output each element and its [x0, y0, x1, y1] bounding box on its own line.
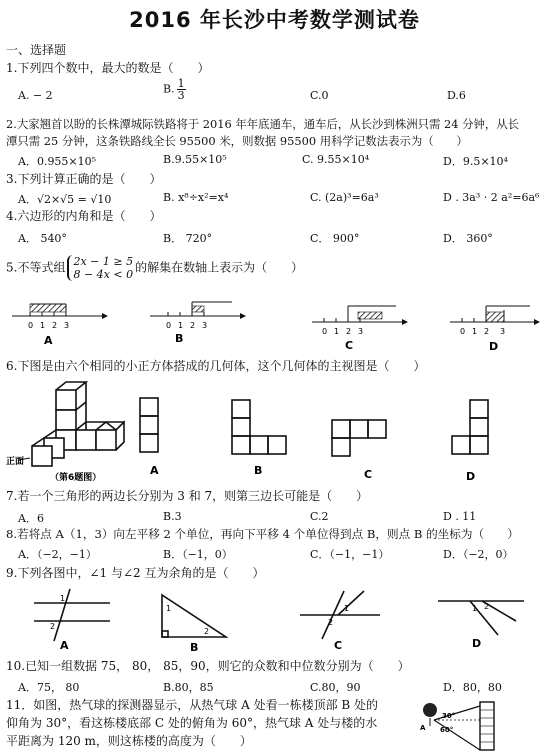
tick-label: 3	[358, 327, 364, 336]
view-option-a	[140, 398, 158, 452]
option-b-fraction	[177, 78, 186, 101]
question-3-option-d: D . 3a³ · 2 a²=6a⁶	[443, 191, 540, 204]
inequality-system	[67, 255, 133, 281]
question-10-option-a: A．75， 80	[18, 681, 80, 694]
question-3-text: 3.下列计算正确的是（ ）	[6, 172, 162, 186]
question-10-option-c: C.80，90	[310, 681, 361, 694]
angle-label-2: 2	[484, 602, 490, 611]
question-4-option-d: D． 360°	[443, 232, 493, 245]
question-11-text-line3: 平距离为 120 m，则这栋楼的高度为（ ）	[6, 734, 252, 748]
question-11-text-line2: 仰角为 30°，看这栋楼底部 C 处的俯角为 60°，热气球 A 处与楼的水	[6, 716, 378, 730]
tick-label: 1	[472, 327, 478, 336]
question-2-text-line1: 2.大家翘首以盼的长株潭城际铁路将于 2016 年年底通车，通车后，从长沙到株洲只需 24 分钟，从长	[6, 117, 520, 131]
figure-label-c: C	[334, 639, 343, 652]
number-line-c	[312, 306, 408, 352]
number-line-figures	[0, 292, 549, 352]
question-4-option-a: A． 540°	[18, 232, 67, 245]
question-4-text: 4.六边形的内角和是（ ）	[6, 209, 162, 223]
question-8-option-a: A．（−2，−1）	[18, 548, 97, 561]
inequality-2: 8 − 4x < 0	[73, 268, 134, 281]
angle-label-1: 1	[166, 604, 172, 613]
figure-label-b: B	[175, 332, 184, 345]
tick-label: 3	[500, 327, 506, 336]
question-10-option-d: D．80，80	[443, 681, 502, 694]
angle-label-30: 30°	[442, 712, 456, 720]
angle-figures	[0, 585, 549, 653]
question-10-text: 10.已知一组数据 75， 80， 85，90，则它的众数和中位数分别为（ ）	[6, 659, 410, 673]
question-8-option-d: D．（−2，0）	[443, 548, 514, 561]
number-line-d	[450, 306, 540, 352]
figure-label-b: B	[190, 641, 199, 653]
view-option-b	[232, 400, 286, 454]
angle-figure-a	[34, 589, 110, 641]
question-1-option-b	[163, 78, 186, 101]
figure-label-a: A	[44, 334, 53, 347]
angle-label-2: 2	[204, 627, 210, 636]
tick-label: 0	[322, 327, 328, 336]
question-8-option-c: C．（−1，−1）	[310, 548, 390, 561]
question-11-text-line1: 11．如图，热气球的探测器显示，从热气球 A 处看一栋楼顶部 B 处的	[6, 698, 379, 712]
number-line-b	[150, 302, 246, 345]
question-1-option-c: C.0	[310, 89, 329, 102]
question-2-option-d: D．9.5×10⁴	[443, 155, 508, 168]
question-4-option-c: C． 900°	[310, 232, 360, 245]
number-line-a	[12, 304, 108, 347]
tick-label: 1	[178, 321, 184, 330]
tick-label: 1	[40, 321, 46, 330]
balloon-icon	[423, 703, 437, 717]
question-6-text: 6.下图是由六个相同的小正方体搭成的几何体，这个几何体的主视图是（ ）	[6, 359, 426, 373]
question-7-option-d: D . 11	[443, 510, 477, 523]
angle-label-60: 60°	[440, 726, 454, 734]
question-3-option-b: B. x⁸÷x²=x⁴	[163, 191, 229, 204]
tick-label: 3	[202, 321, 208, 330]
angle-label-1: 1	[472, 604, 478, 613]
question-2-text-line2: 潭只需 25 分钟，这条铁路线全长 95500 米，则数据 95500 用科学记数法表示为（ ）	[6, 134, 468, 148]
question-7-option-b: B.3	[163, 510, 182, 523]
view-figures	[0, 380, 549, 488]
angle-label-2: 2	[50, 622, 56, 631]
question-2-option-c: C. 9.55×10⁴	[302, 153, 370, 166]
question-5-suffix: 的解集在数轴上表示为（ ）	[135, 260, 304, 275]
question-2-option-b: B.9.55×10⁵	[163, 153, 227, 166]
angle-label-1: 1	[60, 594, 66, 603]
tick-label: 0	[460, 327, 466, 336]
question-8-text: 8.若将点 A（1，3）向左平移 2 个单位，再向下平移 4 个单位得到点 B，则点 B 的坐标为（ ）	[6, 527, 519, 541]
question-8-option-b: B．（−1，0）	[163, 548, 233, 561]
fraction-denominator: 3	[177, 89, 185, 102]
angle-figure-b	[162, 595, 226, 637]
question-1-option-a: A. − 2	[18, 89, 53, 102]
question-1-option-d: D.6	[447, 89, 466, 102]
question-10-option-b: B.80，85	[163, 681, 214, 694]
point-label-a: A	[420, 724, 426, 732]
question-4-option-b: B． 720°	[163, 232, 213, 245]
view-option-d	[452, 400, 488, 454]
question-2-option-a: A．0.955×10⁵	[18, 155, 97, 168]
tick-label: 2	[346, 327, 352, 336]
inequality-1: 2x − 1 ≥ 5	[73, 255, 134, 268]
figure-label-d: D	[466, 470, 476, 483]
figure-label-a: A	[150, 464, 159, 477]
question-9-text: 9.下列各图中，∠1 与∠2 互为余角的是（ ）	[6, 566, 265, 580]
question-5-prefix: 5.不等式组	[6, 260, 66, 275]
figure-label-d: D	[489, 340, 499, 352]
figure-label-a: A	[60, 639, 69, 652]
angle-label-2: 2	[328, 618, 334, 627]
angle-figure-d	[438, 601, 524, 635]
option-b-prefix: B.	[163, 82, 175, 96]
figure-label-c: C	[345, 339, 354, 352]
tick-label: 0	[166, 321, 172, 330]
question-5-text	[6, 255, 303, 281]
section-heading: 一、选择题	[6, 43, 67, 57]
figure-caption: （第6题图）	[50, 473, 102, 483]
tick-label: 2	[190, 321, 196, 330]
front-label: 正面	[6, 457, 25, 467]
tick-label: 2	[484, 327, 490, 336]
view-option-c	[332, 420, 386, 456]
angle-label-1: 1	[344, 604, 350, 613]
tick-label: 0	[28, 321, 34, 330]
balloon-building-figure	[418, 696, 512, 752]
tick-label: 3	[64, 321, 70, 330]
cube-solid	[32, 382, 124, 466]
figure-label-c: C	[364, 468, 373, 481]
question-7-text: 7.若一个三角形的两边长分别为 3 和 7，则第三边长可能是（ ）	[6, 489, 369, 503]
page-title: 2016 年长沙中考数学测试卷	[129, 8, 420, 32]
question-3-option-c: C. (2a)³=6a³	[310, 191, 379, 204]
figure-label-d: D	[472, 637, 482, 650]
question-7-option-a: A．6	[18, 512, 44, 525]
fraction-numerator: 1	[177, 77, 185, 90]
angle-figure-c	[300, 591, 380, 639]
question-3-option-a: A．√2×√5 = √10	[18, 193, 112, 206]
tick-label: 1	[334, 327, 340, 336]
question-7-option-c: C.2	[310, 510, 329, 523]
tick-label: 2	[52, 321, 58, 330]
question-1-text: 1.下列四个数中，最大的数是（ ）	[6, 61, 210, 75]
figure-label-b: B	[254, 464, 263, 477]
